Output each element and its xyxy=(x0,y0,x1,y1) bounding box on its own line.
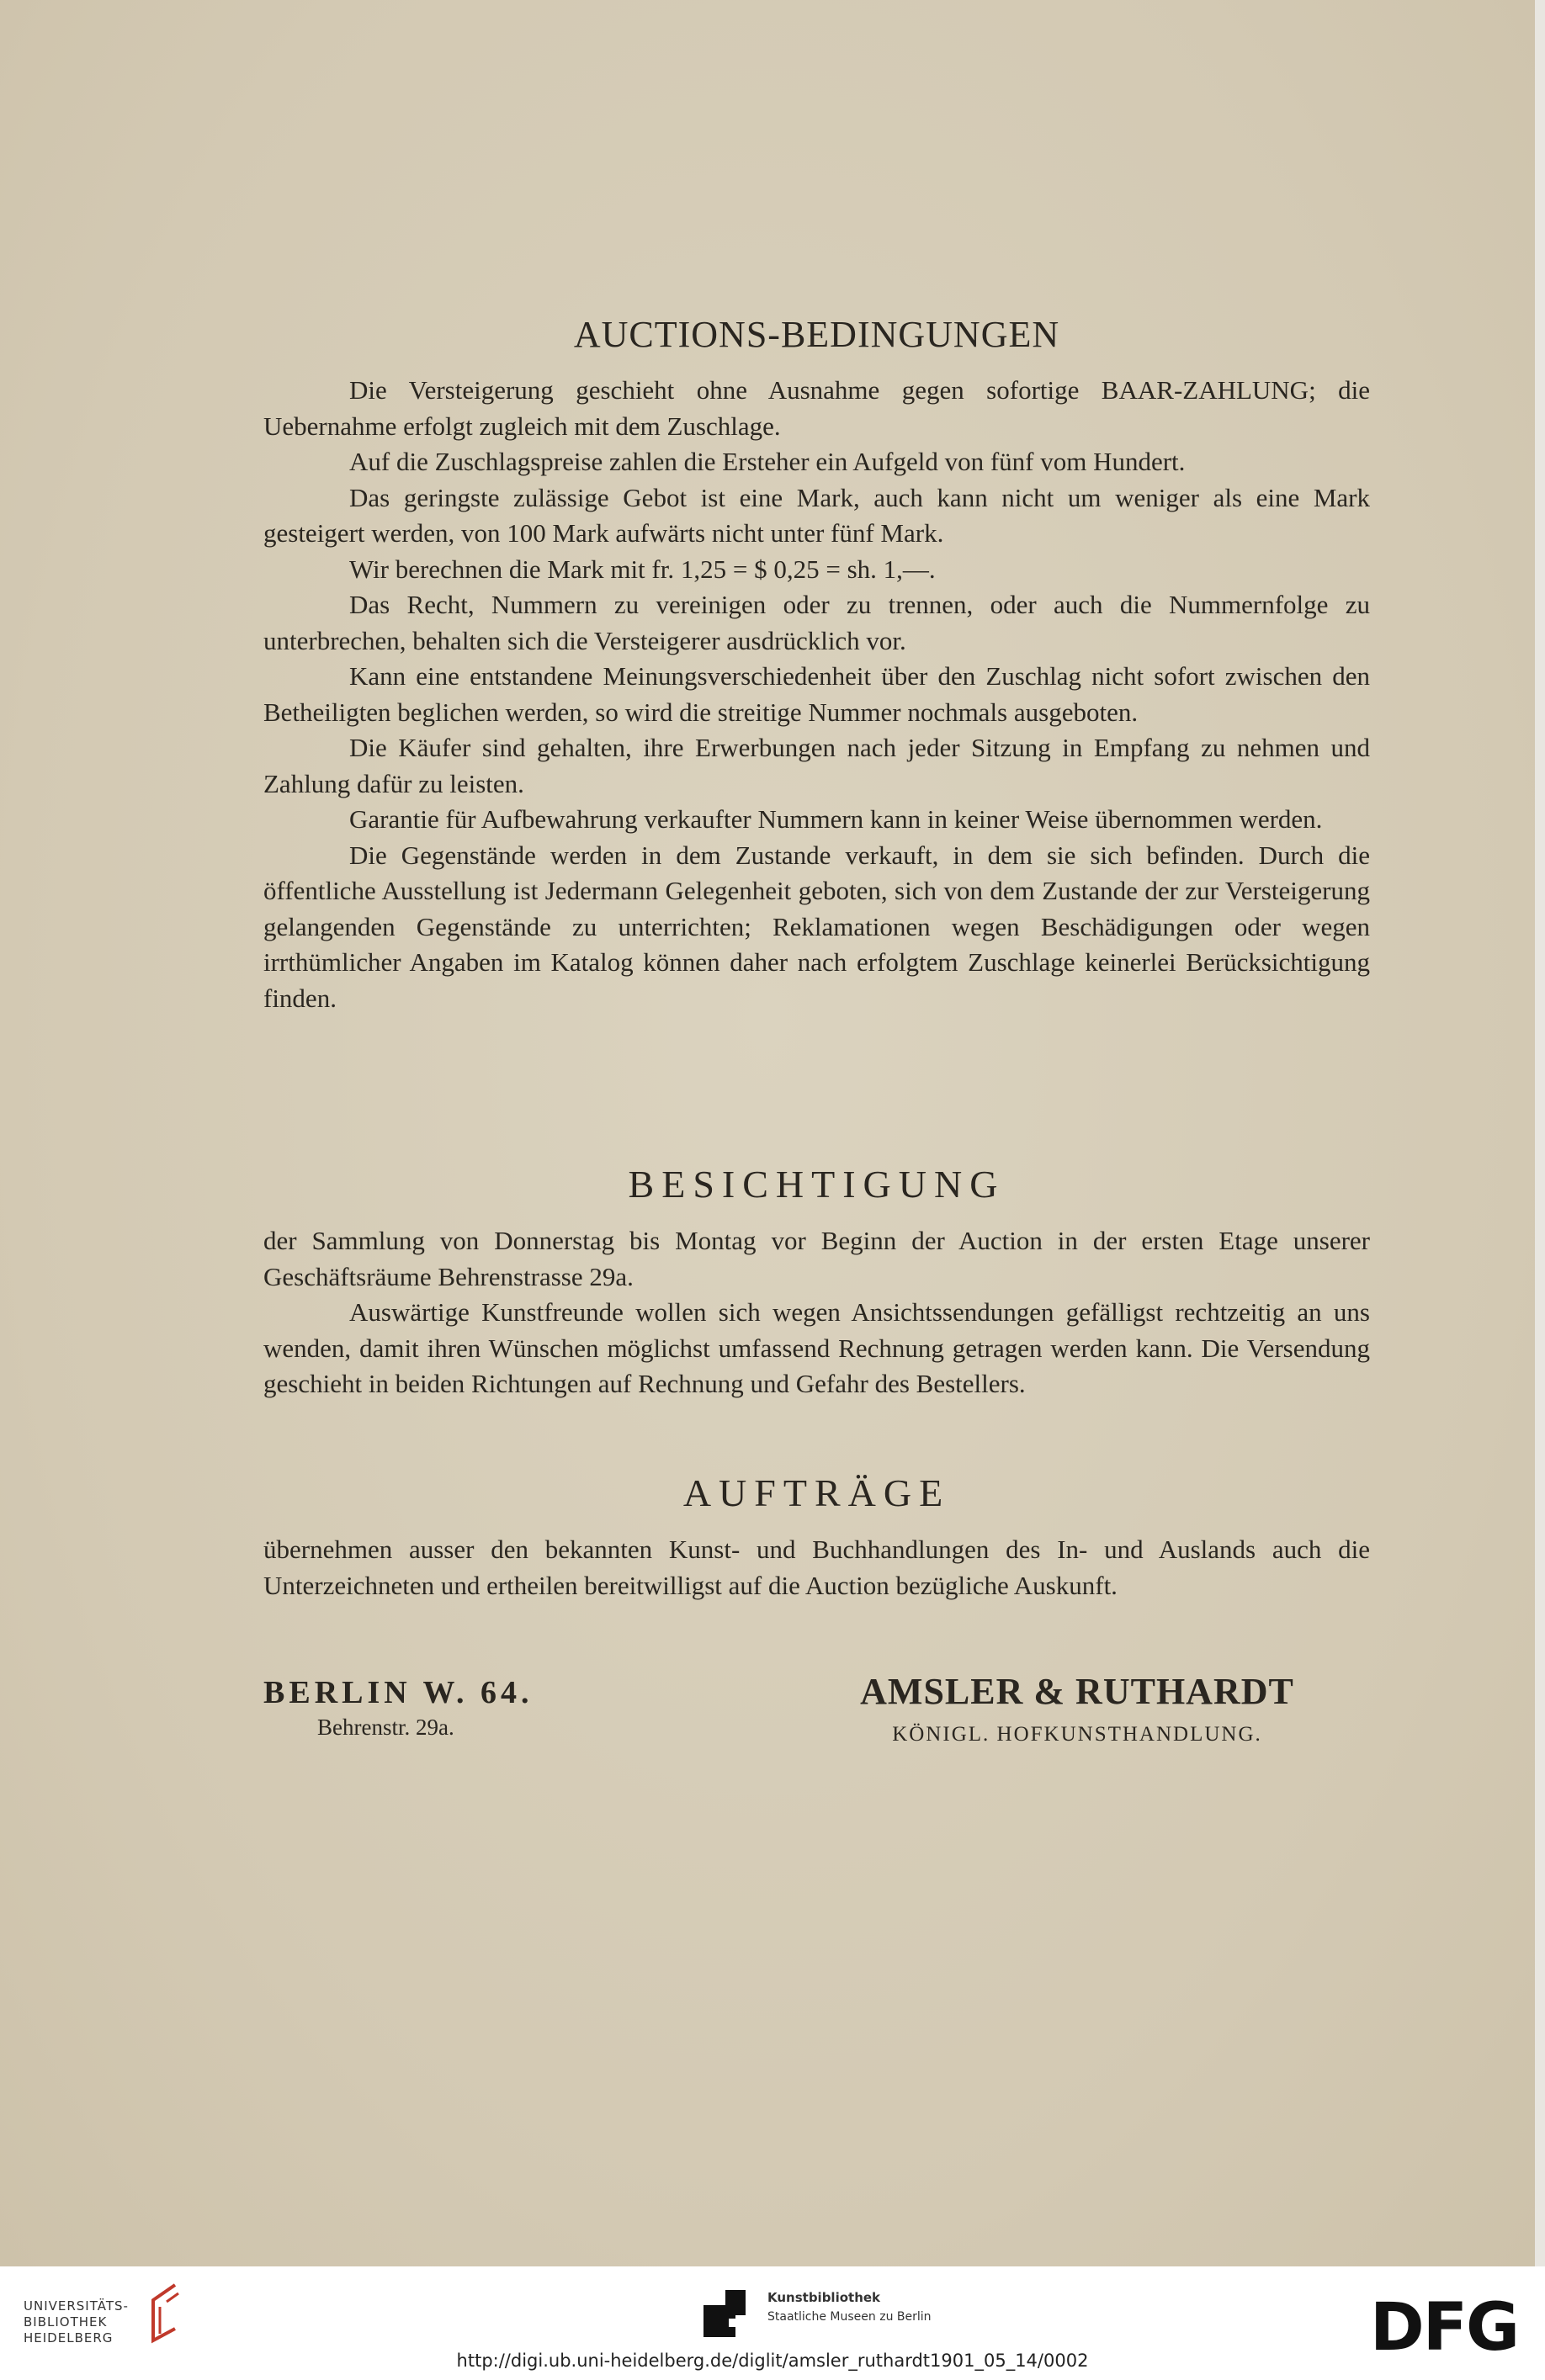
condition-paragraph: Das Recht, Nummern zu vereinigen oder zu trennen, oder auch die Nummernfolge zu unterbrechen, behalten sich die Versteigerer ausdrücklich vor. xyxy=(263,590,1370,655)
page-edge xyxy=(1535,0,1545,2266)
viewing-paragraph: Auswärtige Kunstfreunde wollen sich wegen Ansichtssendungen gefälligst rechtzeitig an uns wenden, damit ihren Wünschen möglichst umfassend Rechnung getragen werden kann. Die Versendung geschieht in beiden Richtungen auf Rechnung und Gefahr des Bestellers. xyxy=(263,1297,1370,1398)
page-title: AUCTIONS-BEDINGUNGEN xyxy=(573,314,1060,355)
condition-paragraph: Kann eine entstandene Meinungsverschiedenheit über den Zuschlag nicht sofort zwischen den Betheiligten beglichen werden, so wird die streitige Nummer nochmals ausgeboten. xyxy=(263,661,1370,727)
condition-paragraph: Auf die Zuschlagspreise zahlen die Ersteher ein Aufgeld von fünf vom Hundert. xyxy=(349,447,1186,476)
condition-paragraph: Wir berechnen die Mark mit fr. 1,25 = $ 0,25 = sh. 1,—. xyxy=(349,554,936,584)
signature-street: Behrenstr. 29a. xyxy=(317,1715,454,1740)
viewing-heading: BESICHTIGUNG xyxy=(628,1163,1006,1206)
signature-firm-block xyxy=(791,1670,1363,1747)
viewing-section xyxy=(263,1223,1370,1402)
condition-paragraph: Das geringste zulässige Gebot ist eine Mark, auch kann nicht um weniger als eine Mark gesteigert werden, von 100 Mark aufwärts nicht unter fünf Mark. xyxy=(263,482,1370,548)
orders-section xyxy=(263,1532,1370,1603)
signature-firm: AMSLER & RUTHARDT xyxy=(860,1671,1294,1712)
viewing-paragraph: der Sammlung von Donnerstag bis Montag vor Beginn der Auction in der ersten Etage unserer Geschäftsräume Behrenstrasse 29a. xyxy=(263,1226,1370,1291)
ub-line: BIBLIOTHEK xyxy=(24,2314,108,2330)
ub-heidelberg-label xyxy=(24,2298,129,2346)
kunstbibliothek-label xyxy=(767,2288,932,2326)
ub-line: HEIDELBERG xyxy=(24,2330,114,2346)
kunstbibliothek-subtitle: Staatliche Museen zu Berlin xyxy=(767,2310,932,2324)
signature-city: BERLIN W. 64. xyxy=(263,1675,534,1710)
digitization-footer xyxy=(0,2266,1545,2380)
condition-paragraph: Die Gegenstände werden in dem Zustande verkauft, in dem sie sich befinden. Durch die öffentliche Ausstellung ist Jedermann Gelegenheit geboten, sich von dem Zustande der zur Versteigerung gelangenden Gegenstände zu unterrichten; Reklamationen wegen Beschädigungen oder wegen irrthümlicher Angaben im Katalog können daher nach erfolgtem Zuschlage keinerlei Berücksichtigung finden. xyxy=(263,840,1370,1013)
kunstbibliothek-title: Kunstbibliothek xyxy=(767,2290,881,2305)
condition-paragraph: Die Käufer sind gehalten, ihre Erwerbungen nach jeder Sitzung in Empfang zu nehmen und Zahlung dafür zu leisten. xyxy=(263,733,1370,798)
condition-paragraph: Garantie für Aufbewahrung verkaufter Nummern kann in keiner Weise übernommen werden. xyxy=(349,804,1323,834)
signature-address xyxy=(263,1674,534,1741)
condition-paragraph: Die Versteigerung geschieht ohne Ausnahme gegen sofortige BAAR-ZAHLUNG; die Uebernahme erfolgt zugleich mit dem Zuschlage. xyxy=(263,375,1370,441)
conditions-section xyxy=(263,373,1370,1016)
orders-heading: AUFTRÄGE xyxy=(682,1471,951,1514)
signature-firm-subtitle: KÖNIGL. HOFKUNSTHANDLUNG. xyxy=(892,1723,1262,1746)
orders-paragraph: übernehmen ausser den bekannten Kunst- und Buchhandlungen des In- und Auslands auch die Unterzeichneten und ertheilen bereitwilligst auf die Auction bezügliche Auskunft. xyxy=(263,1535,1370,1600)
dfg-logo: DFG xyxy=(1370,2290,1519,2366)
permalink-url[interactable]: http://digi.ub.uni-heidelberg.de/diglit/amsler_ruthardt1901_05_14/0002 xyxy=(456,2351,1089,2371)
ub-heidelberg-logo-icon xyxy=(141,2282,185,2347)
ub-line: UNIVERSITÄTS- xyxy=(24,2298,129,2314)
kunstbibliothek-logo-icon xyxy=(703,2290,756,2344)
